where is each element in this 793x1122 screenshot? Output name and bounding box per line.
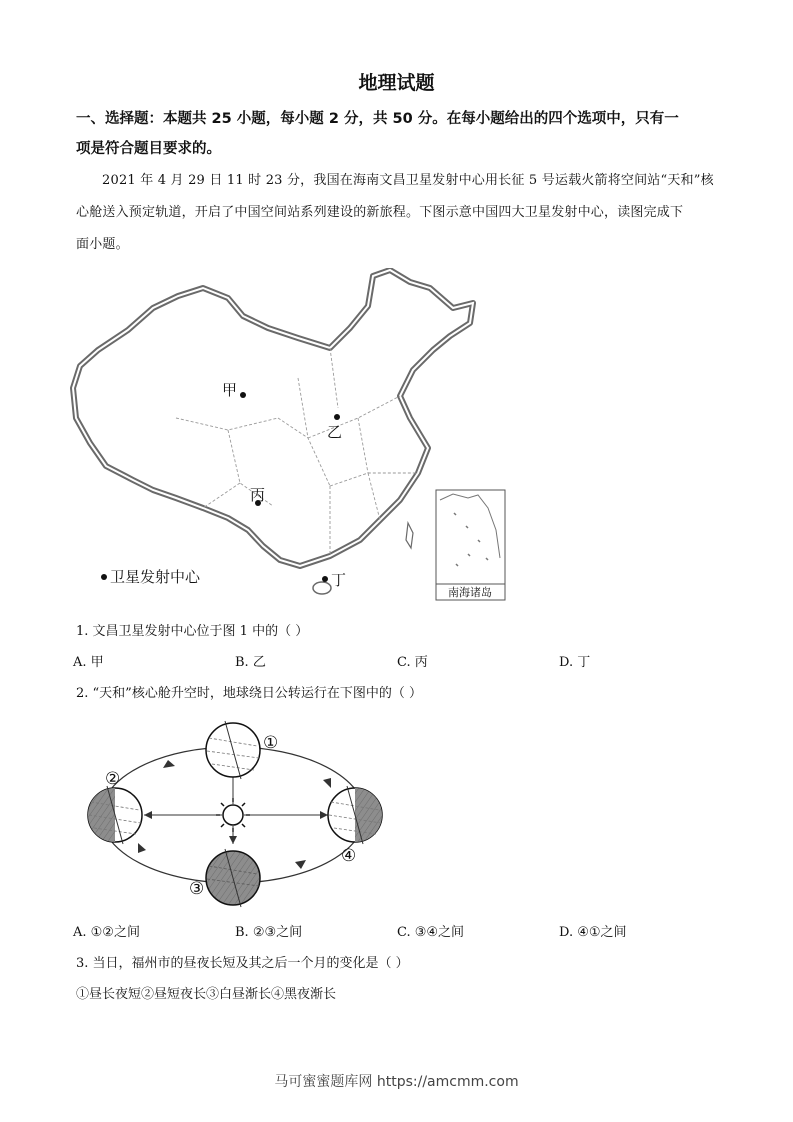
q2-option-c[interactable]: C. ③④之间: [397, 925, 465, 940]
legend-dot: [101, 574, 107, 580]
map-legend: 卫星发射中心: [110, 568, 201, 586]
question-1: 1. 文昌卫星发射中心位于图 1 中的（ ）: [76, 624, 309, 639]
hainan-island: [313, 582, 331, 594]
intro-line: 心舱送入预定轨道，开启了中国空间站系列建设的新旅程。下图示意中国四大卫星发射中心，读图完成下: [76, 205, 684, 220]
china-launch-center-map: [68, 268, 518, 603]
section-heading: [76, 104, 726, 164]
section-heading-line: 项是符合题目要求的。: [76, 141, 221, 157]
china-outline: [73, 270, 473, 566]
earth-position-3: [206, 849, 260, 907]
earth-orbit-diagram: [78, 718, 398, 908]
intro-paragraph: [76, 165, 724, 261]
launch-center-dot: [322, 576, 328, 582]
launch-center-dot: [334, 414, 340, 420]
question-3: 3. 当日，福州市的昼夜长短及其之后一个月的变化是（ ）: [76, 956, 409, 971]
section-heading-line: 一、选择题：本题共 25 小题，每小题 2 分，共 50 分。在每小题给出的四个选项中，只有一: [76, 111, 679, 127]
position-label-1: ①: [263, 733, 279, 753]
q1-option-c[interactable]: C. 丙: [397, 655, 428, 670]
position-label-3: ③: [189, 879, 205, 899]
taiwan-island: [406, 523, 413, 548]
footer-watermark[interactable]: 马可蜜蜜题库网 https://amcmm.com: [274, 1074, 519, 1090]
launch-center-dot: [240, 392, 246, 398]
position-label-4: ④: [341, 846, 357, 866]
position-label-2: ②: [105, 769, 121, 789]
q1-option-d[interactable]: D. 丁: [559, 655, 591, 670]
map-label-jia: 甲: [222, 381, 238, 399]
q1-option-a[interactable]: A. 甲: [73, 655, 104, 670]
q2-option-b[interactable]: B. ②③之间: [235, 925, 303, 940]
question-2: 2. “天和”核心舱升空时，地球绕日公转运行在下图中的（ ）: [76, 686, 422, 701]
intro-line: 面小题。: [76, 237, 129, 252]
q1-option-b[interactable]: B. 乙: [235, 655, 266, 670]
earth-position-4: [328, 786, 382, 844]
q2-option-d[interactable]: D. ④①之间: [559, 925, 627, 940]
map-label-bing: 丙: [250, 486, 266, 504]
q3-choices-line: ①昼长夜短②昼短夜长③白昼渐长④黑夜渐长: [76, 987, 337, 1002]
inset-label: 南海诸岛: [448, 586, 492, 599]
map-label-ding: 丁: [331, 571, 347, 589]
earth-position-2: [88, 786, 142, 844]
intro-line: 2021 年 4 月 29 日 11 时 23 分，我国在海南文昌卫星发射中心用长征 5 号运载火箭将空间站“天和”核: [102, 173, 714, 188]
earth-position-1: [206, 721, 260, 779]
q2-option-a[interactable]: A. ①②之间: [73, 925, 140, 940]
map-label-yi: 乙: [327, 423, 343, 441]
page-title: 地理试题: [358, 72, 435, 94]
